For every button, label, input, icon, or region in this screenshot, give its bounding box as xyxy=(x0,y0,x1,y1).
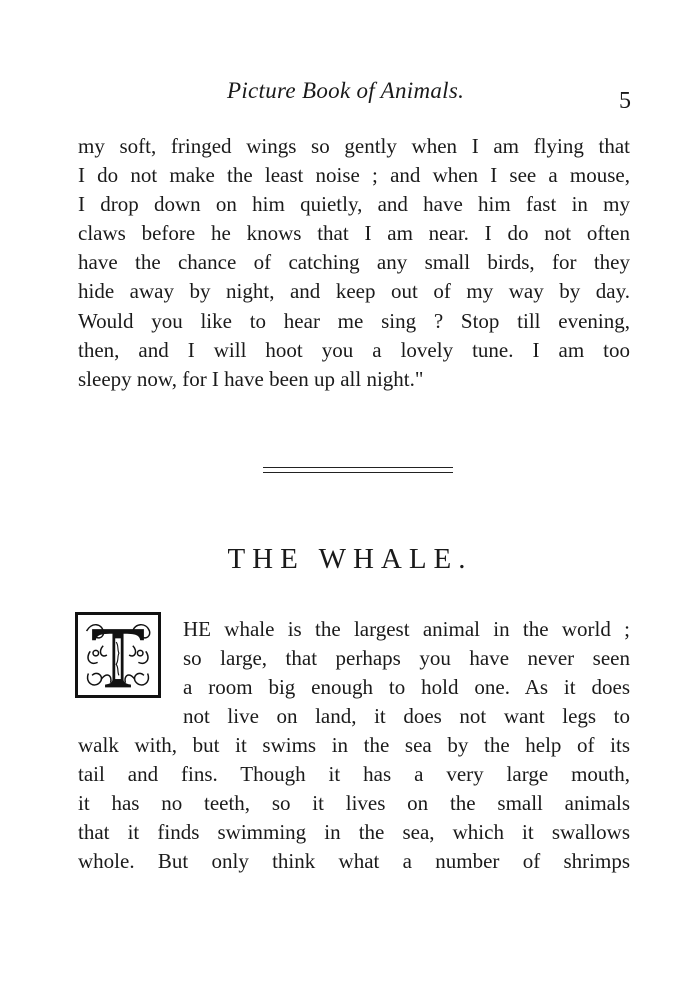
text-line: tail and fins. Though it has a very large mouth, xyxy=(78,762,630,787)
text-line: walk with, but it swims in the sea by the help of its xyxy=(78,733,630,757)
running-title: Picture Book of Animals. xyxy=(227,78,465,103)
text-line: it has no teeth, so it lives on the small animals xyxy=(78,791,630,816)
text-line: so large, that perhaps you have never seen xyxy=(183,646,630,671)
text-line: claws before he knows that I am near. I do not often xyxy=(78,221,630,246)
text-line: a room big enough to hold one. As it does xyxy=(183,675,630,700)
text-line: my soft, fringed wings so gently when I am flying that xyxy=(78,134,630,158)
page-number: 5 xyxy=(619,88,631,114)
section-divider-rule xyxy=(263,467,453,473)
text-line: whole. But only think what a number of shrimps xyxy=(78,849,630,874)
text-line: I drop down on him quietly, and have him fast in my xyxy=(78,192,630,217)
whale-paragraph-indented xyxy=(183,615,630,731)
ornamental-drop-cap xyxy=(75,612,161,698)
section-title: THE WHALE. xyxy=(227,543,473,575)
text-line: not live on land, it does not want legs to xyxy=(183,704,630,729)
text-line: sleepy now, for I have been up all night." xyxy=(78,366,424,391)
text-line: have the chance of catching any small birds, for they xyxy=(78,250,630,275)
ornamental-letter-t-icon xyxy=(81,618,155,692)
text-line: hide away by night, and keep out of my way by day. xyxy=(78,279,630,304)
text-line: Would you like to hear me sing ? Stop till evening, xyxy=(78,308,630,333)
text-line: then, and I will hoot you a lovely tune. I am too xyxy=(78,337,630,362)
text-line: HE whale is the largest animal in the world ; xyxy=(183,617,630,641)
text-line: that it finds swimming in the sea, which it swallows xyxy=(78,820,630,845)
owl-paragraph xyxy=(78,132,630,394)
whale-paragraph-full xyxy=(78,731,630,876)
text-line: I do not make the least noise ; and when I see a mouse, xyxy=(78,163,630,188)
